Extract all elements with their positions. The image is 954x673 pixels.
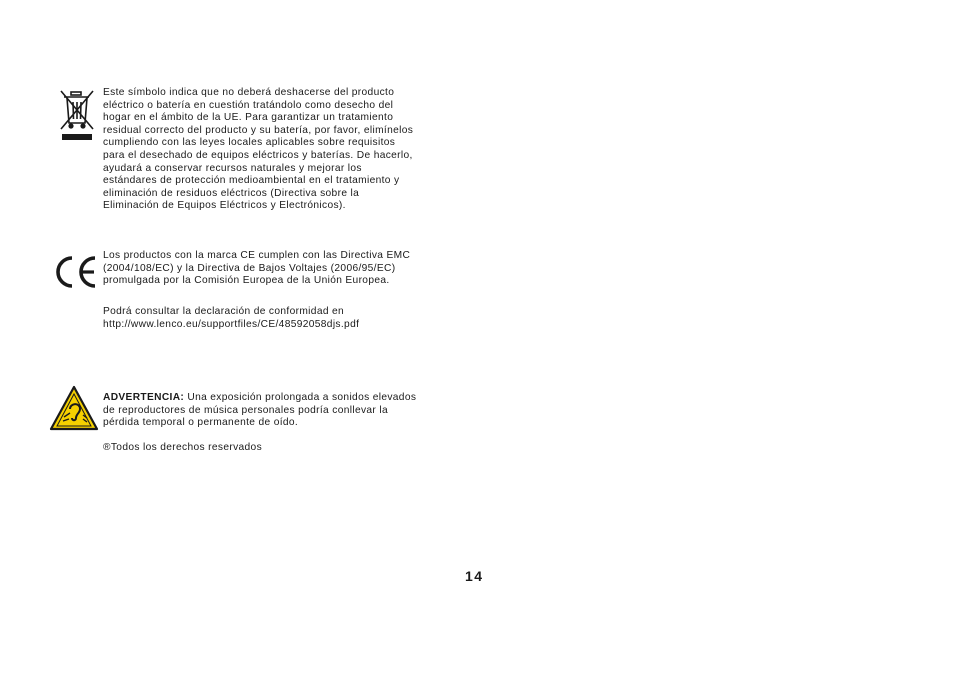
hearing-warning-icon [49,385,99,431]
warning-line [103,392,463,405]
declaration-line: Podrá consultar la declaración de conformidad en [103,306,345,317]
weee-line: hogar en el ámbito de la UE. Para garantizar un tratamiento [103,112,394,124]
warning-text: Una exposición prolongada a sonidos elevados [184,392,417,403]
weee-line: eliminación de residuos eléctricos (Directiva sobre la [103,187,360,199]
copyright-text: ®Todos los derechos reservados [103,442,263,453]
declaration-url[interactable]: http://www.lenco.eu/supportfiles/CE/48592058djs.pdf [103,318,360,330]
weee-line: cumpliendo con las leyes locales aplicables sobre requisitos [103,137,396,149]
ce-line: (2004/108/EC) y la Directiva de Bajos Voltajes (2006/95/EC) [103,262,396,274]
crossed-bin-icon [58,89,96,143]
ce-notice [103,250,463,288]
weee-line: estándares de protección medioambiental en el tratamiento y [103,175,400,187]
hearing-warning [103,392,463,430]
weee-notice [103,87,463,213]
ce-line: promulgada por la Comisión Europea de la Unión Europea. [103,275,390,287]
weee-line: eléctrico o batería en cuestión tratándolo como desecho del [103,99,394,111]
copyright [103,442,463,455]
warning-line: de reproductores de música personales podría conllevar la [103,404,388,416]
warning-label: ADVERTENCIA: [103,392,185,403]
ce-declaration [103,306,463,331]
warning-line: pérdida temporal o permanente de oído. [103,417,299,429]
weee-line: ayudará a conservar recursos naturales y mejorar los [103,162,362,174]
weee-line: Este símbolo indica que no deberá deshacerse del producto [103,87,395,98]
weee-line: residual correcto del producto y su batería, por favor, elimínelos [103,124,414,136]
page-number: 14 [465,568,484,584]
ce-mark-icon [52,255,98,289]
ce-line: Los productos con la marca CE cumplen con las Directiva EMC [103,250,411,261]
weee-line: Eliminación de Equipos Eléctricos y Electrónicos). [103,200,346,212]
weee-line: para el desechado de equipos eléctricos y baterías. De hacerlo, [103,149,413,161]
